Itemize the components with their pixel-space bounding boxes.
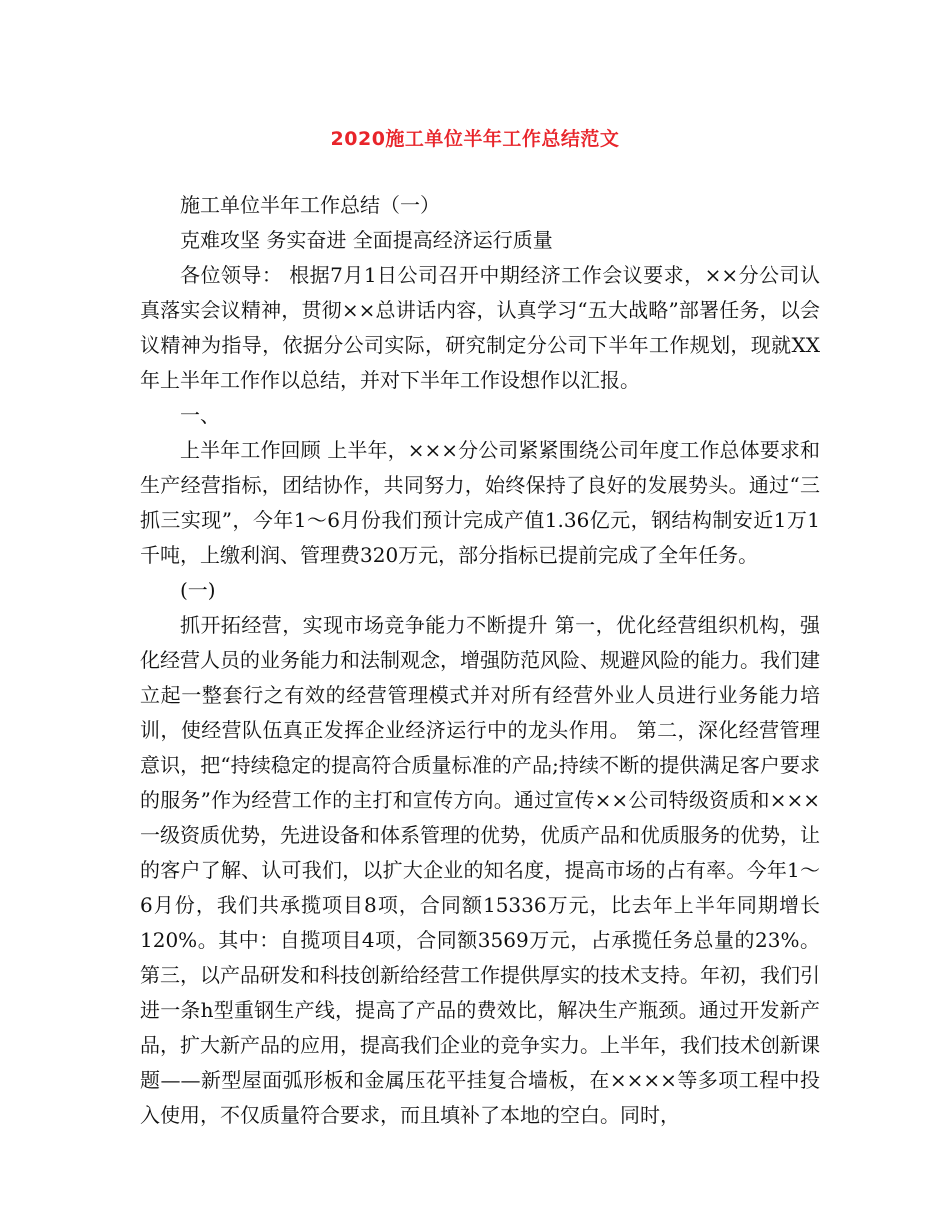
body-paragraph: 抓开拓经营，实现市场竞争能力不断提升 第一，优化经营组织机构，强化经营人员的业务能力和法制观念，增强防范风险、规避风险的能力。我们建立起一整套行之有效的经营管理模式并对所有经营外业人员进行业务能力培训，使经营队伍真正发挥企业经济运行中的龙头作用。 第二，深化经营管理意识，把“持续稳定的提高符合质量标准的产品;持续不断的提供满足客户要求的服务”作为经营工作的主打和宣传方向。通过宣传××公司特级资质和×××一级资质优势，先进设备和体系管理的优势，优质产品和优质服务的优势，让的客户了解、认可我们，以扩大企业的知名度，提高市场的占有率。今年1～6月份，我们共承揽项目8项，合同额15336万元，比去年上半年同期增长120%。其中：自揽项目4项，合同额3569万元，占承揽任务总量的23%。 第三，以产品研发和科技创新给经营工作提供厚实的技术支持。年初，我们引进一条h型重钢生产线，提高了产品的费效比，解决生产瓶颈。通过开发新产品，扩大新产品的应用，提高我们企业的竞争实力。上半年，我们技术创新课题——新型屋面弧形板和金属压花平挂复合墙板，在××××等多项工程中投入使用，不仅质量符合要求，而且填补了本地的空白。同时， <box>140 613 820 1127</box>
section-heading: 施工单位半年工作总结（一） <box>180 193 440 217</box>
body-paragraph: 上半年工作回顾 上半年，×××分公司紧紧围绕公司年度工作总体要求和生产经营指标，团结协作，共同努力，始终保持了良好的发展势头。通过“三抓三实现”，今年1～6月份我们预计完成产值1.36亿元，钢结构制安近1万1千吨，上缴利润、管理费320万元，部分指标已提前完成了全年任务。 <box>140 438 820 567</box>
section-number: 一、 <box>180 403 220 427</box>
body-paragraph: 各位领导： 根据7月1日公司召开中期经济工作会议要求，××分公司认真落实会议精神，贯彻××总讲话内容，认真学习“五大战略”部署任务，以会议精神为指导，依据分公司实际，研究制定分公司下半年工作规划，现就XX年上半年工作作以总结，并对下半年工作设想作以汇报。 <box>140 263 820 392</box>
document-title: 2020施工单位半年工作总结范文 <box>330 128 620 150</box>
subsection-number: (一) <box>180 578 216 602</box>
subtitle-line: 克难攻坚 务实奋进 全面提高经济运行质量 <box>180 228 553 252</box>
document-body <box>140 188 820 1133</box>
